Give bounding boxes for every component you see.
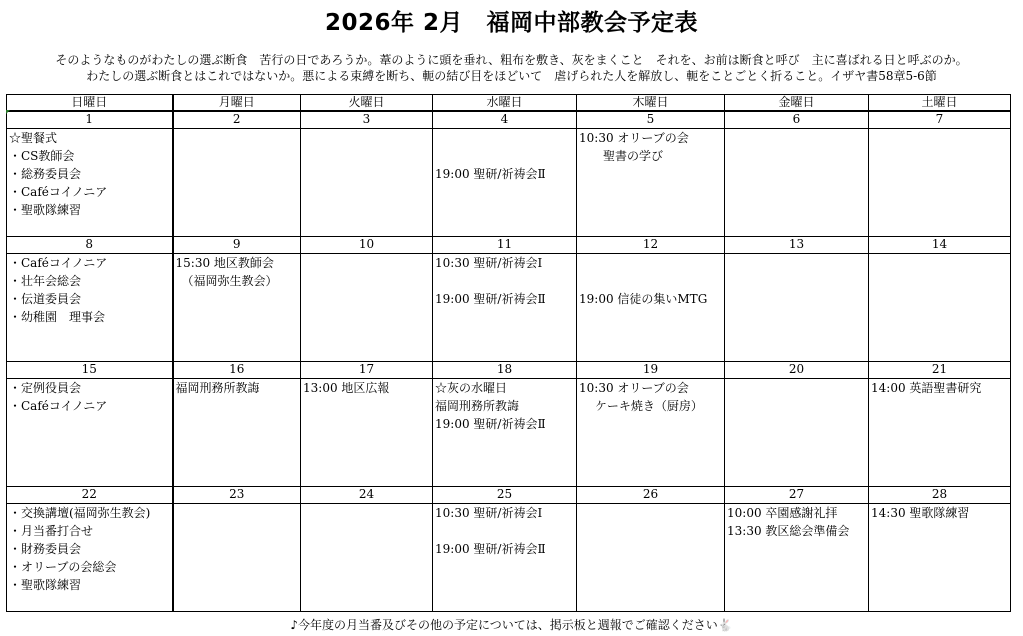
calendar-day-cell bbox=[7, 237, 173, 362]
event-item: 19:00 聖研/祈祷会Ⅱ bbox=[435, 292, 546, 306]
calendar-day-cell bbox=[577, 237, 725, 362]
calendar-day-cell bbox=[725, 237, 869, 362]
calendar-weeks bbox=[7, 111, 1011, 612]
calendar-day-cell bbox=[173, 237, 301, 362]
day-number: 9 bbox=[174, 237, 301, 254]
event-item: ケーキ焼き（厨房） bbox=[579, 399, 703, 413]
calendar-day-cell bbox=[433, 362, 577, 487]
calendar-week-row bbox=[7, 111, 1011, 237]
calendar-day-cell bbox=[301, 362, 433, 487]
event-item: ・月当番打合せ bbox=[9, 524, 94, 538]
calendar-day-cell bbox=[577, 487, 725, 612]
calendar-day-cell bbox=[173, 487, 301, 612]
calendar-day-cell bbox=[433, 111, 577, 237]
page-title: 2026年 2月 福岡中部教会予定表 bbox=[324, 10, 699, 36]
event-item: 福岡刑務所教誨 bbox=[175, 381, 260, 395]
weekday-tuesday: 火曜日 bbox=[301, 95, 433, 112]
event-item: 19:00 信徒の集いMTG bbox=[579, 292, 708, 306]
calendar-day-cell bbox=[433, 237, 577, 362]
day-number: 5 bbox=[577, 112, 724, 129]
calendar-day-cell bbox=[173, 362, 301, 487]
day-number: 12 bbox=[577, 237, 724, 254]
event-item: ・Caféコイノニア bbox=[9, 399, 108, 413]
calendar-day-cell bbox=[725, 487, 869, 612]
event-item: 10:30 聖研/祈祷会Ⅰ bbox=[435, 506, 543, 520]
event-item: ・オリーブの会総会 bbox=[9, 560, 117, 574]
calendar-week-row bbox=[7, 362, 1011, 487]
event-item: ・財務委員会 bbox=[9, 542, 82, 556]
calendar-day-cell bbox=[725, 362, 869, 487]
event-item: 19:00 聖研/祈祷会Ⅱ bbox=[435, 542, 546, 556]
calendar-day-cell bbox=[869, 487, 1011, 612]
calendar-day-cell bbox=[7, 362, 173, 487]
weekday-thursday: 木曜日 bbox=[577, 95, 725, 112]
day-number: 27 bbox=[725, 487, 868, 504]
calendar-day-cell bbox=[433, 487, 577, 612]
day-number: 22 bbox=[7, 487, 172, 504]
calendar-week-row bbox=[7, 237, 1011, 362]
event-item: ・交換講壇(福岡弥生教会) bbox=[9, 506, 151, 520]
calendar-day-cell bbox=[7, 487, 173, 612]
day-number: 16 bbox=[174, 362, 301, 379]
event-item: ・CS教師会 bbox=[9, 149, 75, 163]
event-item: 福岡刑務所教誨 bbox=[435, 399, 520, 413]
calendar-day-cell bbox=[173, 111, 301, 237]
event-item: ・総務委員会 bbox=[9, 167, 82, 181]
calendar-day-cell bbox=[869, 237, 1011, 362]
cell-marker-icon bbox=[6, 110, 10, 114]
scripture-verse bbox=[0, 52, 1023, 84]
day-number: 26 bbox=[577, 487, 724, 504]
day-number: 28 bbox=[869, 487, 1010, 504]
event-item: 19:00 聖研/祈祷会Ⅱ bbox=[435, 417, 546, 431]
verse-line-2: わたしの選ぶ断食とはこれではないか。悪による束縛を断ち、軛の結び目をほどいて 虐げられた人を解放し、軛をことごとく折ること。イザヤ書58章5-6節 bbox=[86, 69, 937, 83]
event-item: ・聖歌隊練習 bbox=[9, 203, 82, 217]
calendar-day-cell bbox=[869, 111, 1011, 237]
weekday-sunday: 日曜日 bbox=[7, 95, 173, 112]
event-item: 14:00 英語聖書研究 bbox=[871, 381, 982, 395]
day-number: 14 bbox=[869, 237, 1010, 254]
event-item: 10:30 オリーブの会 bbox=[579, 131, 689, 145]
event-item: 10:00 卒園感謝礼拝 bbox=[727, 506, 838, 520]
calendar-day-cell bbox=[577, 362, 725, 487]
day-number: 11 bbox=[433, 237, 576, 254]
day-number: 1 bbox=[7, 112, 172, 129]
event-item: ・伝道委員会 bbox=[9, 292, 82, 306]
weekday-header-row bbox=[7, 95, 1011, 112]
weekday-friday: 金曜日 bbox=[725, 95, 869, 112]
day-number: 25 bbox=[433, 487, 576, 504]
day-number: 7 bbox=[869, 112, 1010, 129]
day-number: 20 bbox=[725, 362, 868, 379]
event-item: ・定例役員会 bbox=[9, 381, 82, 395]
weekday-saturday: 土曜日 bbox=[869, 95, 1011, 112]
event-item: 10:30 オリーブの会 bbox=[579, 381, 689, 395]
calendar-day-cell bbox=[301, 111, 433, 237]
calendar-day-cell bbox=[301, 237, 433, 362]
event-item: 14:30 聖歌隊練習 bbox=[871, 506, 970, 520]
event-item: ・壮年会総会 bbox=[9, 274, 82, 288]
day-number: 10 bbox=[301, 237, 432, 254]
day-number: 23 bbox=[174, 487, 301, 504]
day-number: 2 bbox=[174, 112, 301, 129]
footer-note: ♪今年度の月当番及びその他の予定については、掲示板と週報でご確認ください🐇 bbox=[290, 618, 733, 632]
event-item: ☆灰の水曜日 bbox=[435, 381, 508, 395]
event-item: 13:30 教区総会準備会 bbox=[727, 524, 850, 538]
day-number: 4 bbox=[433, 112, 576, 129]
day-number: 13 bbox=[725, 237, 868, 254]
event-item: （福岡弥生教会） bbox=[175, 274, 278, 288]
calendar-day-cell bbox=[725, 111, 869, 237]
day-number: 6 bbox=[725, 112, 868, 129]
calendar-week-row bbox=[7, 487, 1011, 612]
day-number: 3 bbox=[301, 112, 432, 129]
day-number: 15 bbox=[7, 362, 172, 379]
day-number: 19 bbox=[577, 362, 724, 379]
day-number: 18 bbox=[433, 362, 576, 379]
day-number: 8 bbox=[7, 237, 172, 254]
calendar-day-cell bbox=[7, 111, 173, 237]
event-item: 15:30 地区教師会 bbox=[175, 256, 274, 270]
event-item: ☆聖餐式 bbox=[9, 131, 58, 145]
day-number: 24 bbox=[301, 487, 432, 504]
day-number: 17 bbox=[301, 362, 432, 379]
weekday-monday: 月曜日 bbox=[173, 95, 301, 112]
event-item: ・聖歌隊練習 bbox=[9, 578, 82, 592]
calendar-day-cell bbox=[869, 362, 1011, 487]
calendar-day-cell bbox=[301, 487, 433, 612]
event-item: 聖書の学び bbox=[579, 149, 664, 163]
calendar-table bbox=[6, 94, 1011, 612]
verse-line-1: そのようなものがわたしの選ぶ断食 苦行の日であろうか。葦のように頭を垂れ、粗布を敷き、灰をまくこと それを、お前は断食と呼び 主に喜ばれる日と呼ぶのか。 bbox=[55, 53, 968, 67]
event-item: ・Caféコイノニア bbox=[9, 185, 108, 199]
event-item: 19:00 聖研/祈祷会Ⅱ bbox=[435, 167, 546, 181]
calendar-day-cell bbox=[577, 111, 725, 237]
event-item: 10:30 聖研/祈祷会Ⅰ bbox=[435, 256, 543, 270]
event-item: ・幼稚園 理事会 bbox=[9, 310, 106, 324]
day-number: 21 bbox=[869, 362, 1010, 379]
event-item: ・Caféコイノニア bbox=[9, 256, 108, 270]
event-item: 13:00 地区広報 bbox=[303, 381, 390, 395]
weekday-wednesday: 水曜日 bbox=[433, 95, 577, 112]
